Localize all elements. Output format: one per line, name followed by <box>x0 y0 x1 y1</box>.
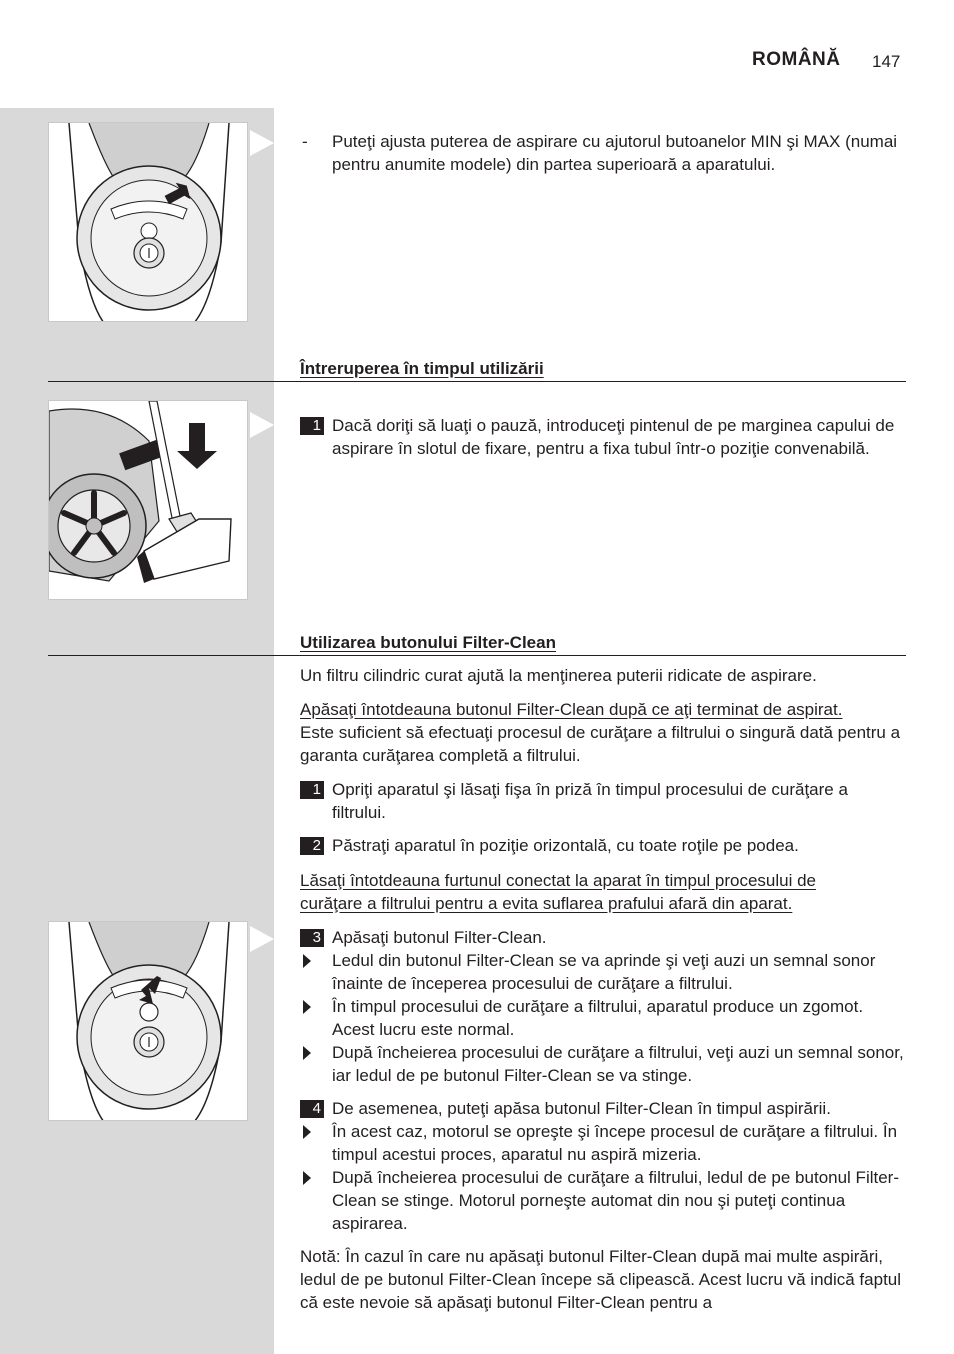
bullet-text: După încheierea procesului de curăţare a filtrului, veţi auzi un semnal sonor, iar ledul de pe butonul Filter-Clean se va stinge. <box>332 1043 904 1085</box>
intro-text: Puteţi ajusta puterea de aspirare cu ajutorul butoanelor MIN şi MAX (numai pentru anumite modele) din partea superioară a aparatului. <box>332 132 898 174</box>
filter-step-3-bullet <box>300 1041 906 1087</box>
figure-pointer <box>250 130 274 156</box>
suction-power-illustration <box>48 122 248 322</box>
section-divider <box>48 381 906 382</box>
filter-step-4 <box>300 1097 906 1120</box>
filter-step-2 <box>300 834 906 857</box>
bullet-text: În acest caz, motorul se opreşte şi începe procesul de curăţare a filtrului. În timpul acestui proces, aparatul nu aspiră mizeria. <box>332 1122 898 1164</box>
filter-intro-text: Un filtru cilindric curat ajută la menţinerea puterii ridicate de aspirare. <box>300 666 817 685</box>
bullet-icon <box>303 954 311 968</box>
filter-step-3-bullet <box>300 995 906 1041</box>
filter-step-1-text: Opriţi aparatul şi lăsaţi fişa în priză în timpul procesului de curăţare a filtrului. <box>332 780 848 822</box>
filter-note-2: Notă: În cazul în care nu apăsaţi butonul Filter-Clean după mai multe aspirări, ledul de pe butonul Filter-Clean începe să clipească. Acest lucru vă indică faptul că este nevoie să apăsaţi butonul Filter-Clean pentru a <box>300 1247 902 1312</box>
pause-step-1-text: Dacă doriţi să luaţi o pauză, introduceţi pintenul de pe marginea capului de aspirare în slotul de fixare, pentru a fixa tubul într-o poziţie convenabilă. <box>332 416 895 458</box>
filter-step-4-text: De asemenea, puteţi apăsa butonul Filter-Clean în timpul aspirării. <box>332 1099 831 1118</box>
step-number-box: 1 <box>300 417 324 435</box>
bullet-text: Ledul din butonul Filter-Clean se va aprinde şi veţi auzi un semnal sonor înainte de începerea procesului de curăţare a filtrului. <box>332 951 876 993</box>
filter-step-2-text: Păstraţi aparatul în poziţie orizontală, cu toate roţile pe podea. <box>332 836 799 855</box>
bullet-icon <box>303 1046 311 1060</box>
dash-marker: - <box>302 132 308 151</box>
page-language: ROMÂNĂ <box>752 49 841 70</box>
filter-step-3-bullet <box>300 949 906 995</box>
step-number-box: 3 <box>300 929 324 947</box>
page-number: 147 <box>872 52 901 71</box>
filter-warning-text: Lăsaţi întotdeauna furtunul conectat la aparat în timpul procesului de curăţare a filtrului pentru a evita suflarea prafului afară din aparat. <box>300 871 817 913</box>
filter-note-1-underlined: Apăsaţi întotdeauna butonul Filter-Clean după ce aţi terminat de aspirat. <box>300 700 843 719</box>
filter-clean-button-illustration <box>48 921 248 1121</box>
step-number-box: 4 <box>300 1100 324 1118</box>
bullet-text: După încheierea procesului de curăţare a filtrului, ledul de pe butonul Filter-Clean se stinge. Motorul porneşte automat din nou şi puteţi continua aspirarea. <box>332 1168 899 1233</box>
filter-note-1-rest: Este suficient să efectuaţi procesul de curăţare a filtrului o singură dată pentru a garanta curăţarea completă a filtrului. <box>300 723 901 765</box>
filter-step-3-text: Apăsaţi butonul Filter-Clean. <box>332 928 547 947</box>
filter-step-4-bullet <box>300 1166 906 1235</box>
figure-pointer <box>250 926 274 952</box>
step-number-box: 2 <box>300 837 324 855</box>
bullet-icon <box>303 1000 311 1014</box>
figure-pointer <box>250 412 274 438</box>
filter-step-1 <box>300 778 906 824</box>
filter-step-3 <box>300 926 906 949</box>
bullet-icon <box>303 1125 311 1139</box>
section-divider <box>48 655 906 656</box>
section-heading-pause: Întreruperea în timpul utilizării <box>300 359 544 378</box>
bullet-icon <box>303 1171 311 1185</box>
step-number-box: 1 <box>300 781 324 799</box>
parking-position-illustration <box>48 400 248 600</box>
intro-list-item <box>300 130 906 176</box>
bullet-text: În timpul procesului de curăţare a filtrului, aparatul produce un zgomot. Acest lucru este normal. <box>332 997 864 1039</box>
pause-step-1 <box>300 414 906 460</box>
filter-step-4-bullet <box>300 1120 906 1166</box>
filter-note-1 <box>300 698 906 767</box>
section-heading-filter-clean: Utilizarea butonului Filter-Clean <box>300 633 556 652</box>
